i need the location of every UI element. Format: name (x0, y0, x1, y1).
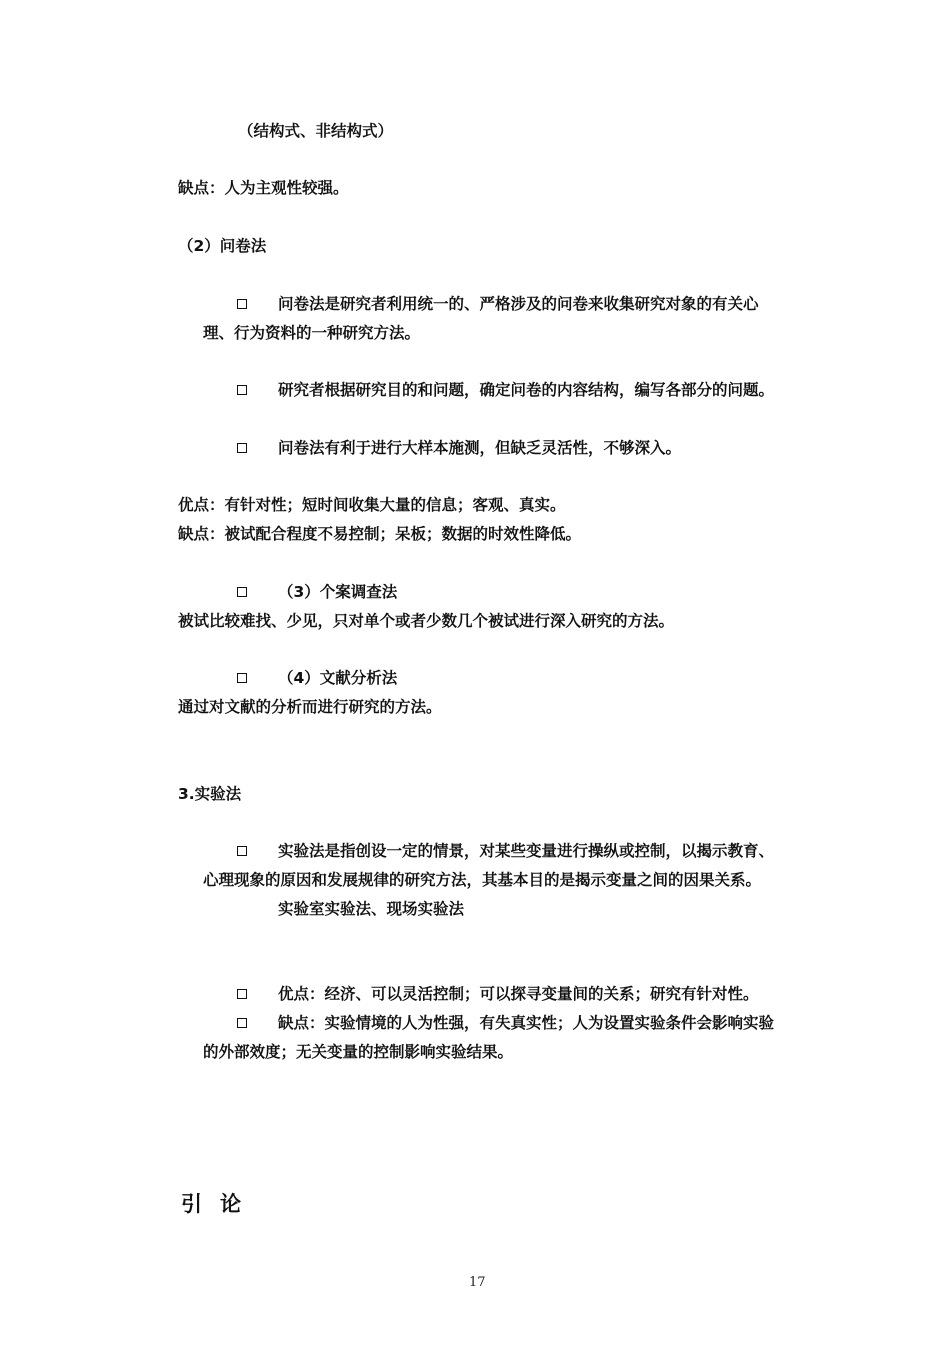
chapter-heading: 引论 (181, 1192, 259, 1216)
text-line: 的外部效度；无关变量的控制影响实验结果。 (203, 1043, 514, 1061)
text-line: 问卷法有利于进行大样本施测，但缺乏灵活性，不够深入。 (278, 439, 682, 457)
checkbox-bullet-icon (237, 846, 247, 856)
text-line: 心理现象的原因和发展规律的研究方法，其基本目的是揭示变量之间的因果关系。 (203, 871, 762, 889)
text-line: 理、行为资料的一种研究方法。 (203, 324, 421, 342)
text-line: 优点：经济、可以灵活控制；可以探寻变量间的关系；研究有针对性。 (278, 985, 759, 1003)
checkbox-bullet-icon (237, 587, 247, 597)
text-line: 被试比较难找、少见，只对单个或者少数几个被试进行深入研究的方法。 (178, 612, 675, 630)
text-line: 研究者根据研究目的和问题，确定问卷的内容结构，编写各部分的问题。 (278, 381, 775, 399)
section-heading: （2）问卷法 (178, 237, 267, 255)
checkbox-bullet-icon (237, 385, 247, 395)
checkbox-bullet-icon (237, 673, 247, 683)
checkbox-bullet-icon (237, 299, 247, 309)
text-line: 实验法是指创设一定的情景，对某些变量进行操纵或控制，以揭示教育、 (278, 842, 775, 860)
section-heading: 3.实验法 (178, 785, 242, 803)
text-line: 缺点：被试配合程度不易控制；呆板；数据的时效性降低。 (178, 525, 582, 543)
section-heading: （4）文献分析法 (278, 669, 398, 687)
text-line: 优点：有针对性；短时间收集大量的信息；客观、真实。 (178, 496, 566, 514)
checkbox-bullet-icon (237, 443, 247, 453)
page-number: 17 (469, 1275, 486, 1290)
text-line: 问卷法是研究者利用统一的、严格涉及的问卷来收集研究对象的有关心 (278, 295, 759, 313)
text-line: 通过对文献的分析而进行研究的方法。 (178, 698, 442, 716)
text-line: 缺点：人为主观性较强。 (178, 179, 349, 197)
section-heading: （3）个案调查法 (278, 583, 398, 601)
text-line: （结构式、非结构式） (238, 122, 394, 140)
text-line: 缺点：实验情境的人为性强，有失真实性；人为设置实验条件会影响实验 (278, 1014, 775, 1032)
checkbox-bullet-icon (237, 1018, 247, 1028)
checkbox-bullet-icon (237, 989, 247, 999)
text-line: 实验室实验法、现场实验法 (278, 900, 465, 918)
